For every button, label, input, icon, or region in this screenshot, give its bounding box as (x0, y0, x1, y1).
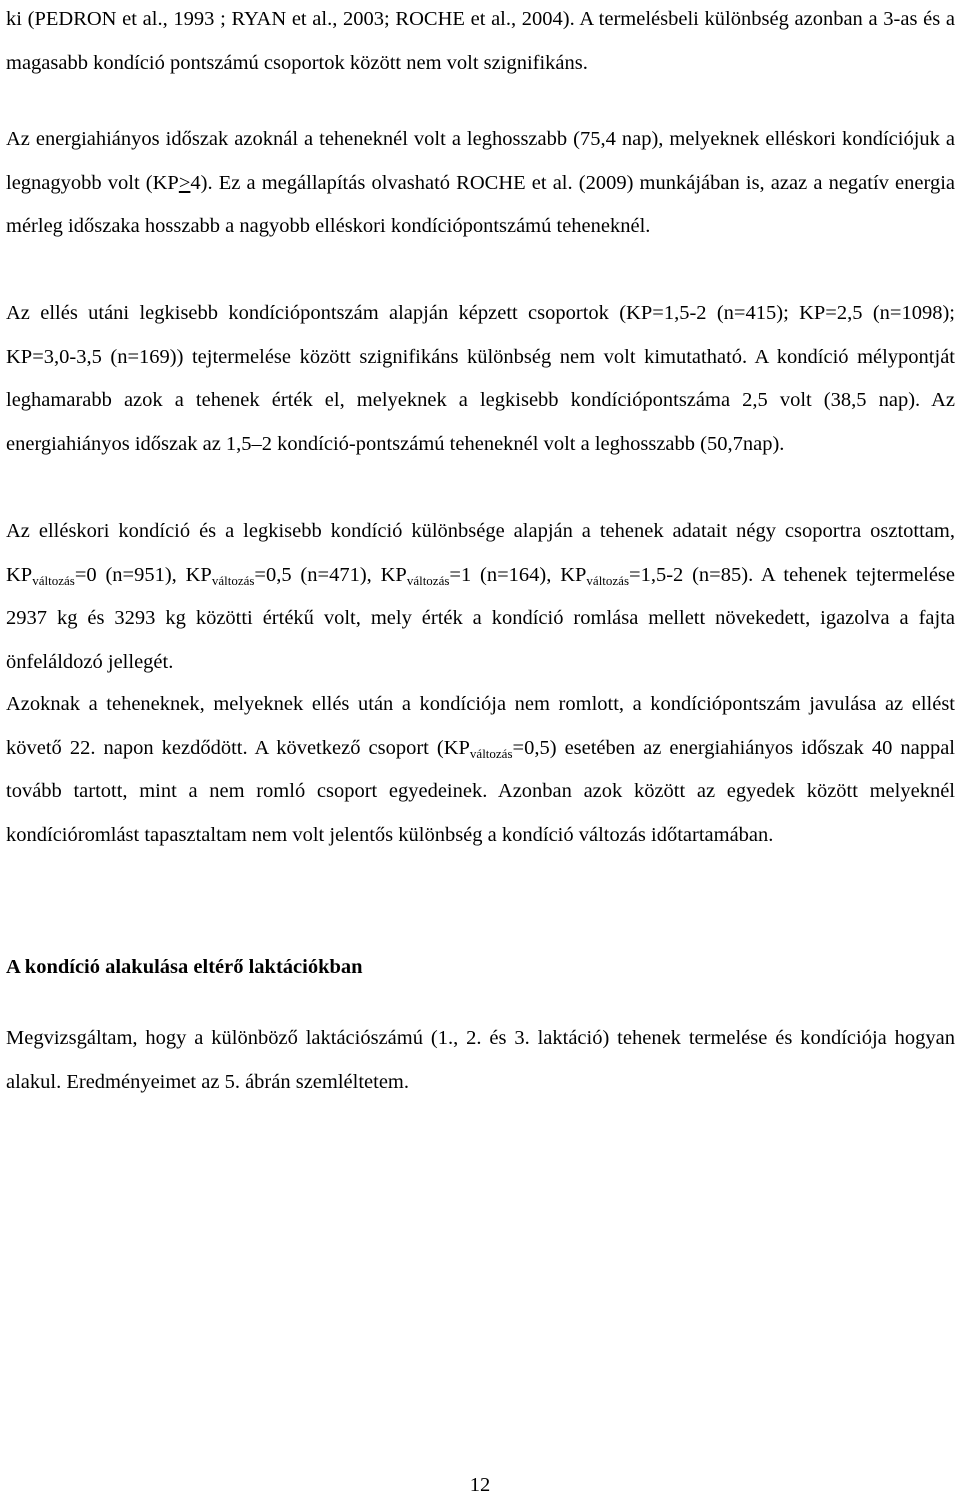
page-number: 12 (469, 1474, 491, 1496)
paragraph-3 (6, 292, 955, 466)
subscript-valtozas: változás (586, 572, 630, 588)
paragraph-4-text-e: =1,5-2 (n=85). A tehenek tejtermelése 2937 kg és 3293 kg közötti értékű volt, mely érték a kondíció romlása mellett növekedett, igazolva a fajta önfeláldozó jellegét. (6, 563, 955, 673)
paragraph-4-text-b: =0 (n=951), KP (74, 563, 212, 586)
paragraph-2-text-end: 4). Ez a megállapítás olvasható ROCHE et al. (2009) munkájában is, azaz a negatív energia mérleg időszaka hosszabb a nagyobb elléskori kondíciópontszámú teheneknél. (6, 171, 955, 237)
paragraph-1-text: ki (PEDRON et al., 1993 ; RYAN et al., 2003; ROCHE et al., 2004). A termelésbeli különbség azonban a 3-as és a magasabb kondíció pontszámú csoportok között nem volt szignifikáns. (6, 8, 955, 74)
paragraph-4-text-a: Az elléskori kondíció és a legkisebb kondíció különbsége alapján a tehenek adatait négy csoportra osztottam, KP (6, 520, 955, 586)
paragraph-5-text-b: =0,5) esetében az energiahiányos időszak 40 nappal tovább tartott, mint a nem romló csoport egyedeinek. Azonban azok között az egyedek között melyeknél kondícióromlást tapasztaltam nem volt jelentős különbség a kondíció változás időtartamában. (6, 736, 956, 846)
section-heading: A kondíció alakulása eltérő laktációkban (6, 956, 363, 978)
paragraph-3-text: Az ellés utáni legkisebb kondíciópontszám alapján képzett csoportok (KP=1,5-2 (n=415); KP=2,5 (n=1098); KP=3,0-3,5 (n=169)) tejtermelése között szignifikáns különbség nem volt kimutatható. A kondíció mélypontját leghamarabb azok a tehenek érték el, melyeknek a legkisebb kondíciópontszáma 2,5 volt (38,5 nap). Az energiahiányos időszak az 1,5–2 kondíció-pontszámú teheneknél volt a leghosszabb (50,7nap). (6, 302, 955, 455)
paragraph-4-text-c: =0,5 (n=471), KP (254, 563, 407, 586)
paragraph-2 (6, 118, 955, 249)
paragraph-4 (6, 510, 955, 684)
paragraph-5 (6, 683, 955, 857)
paragraph-5-text-a: Azoknak a teheneknek, melyeknek ellés után a kondíciója nem romlott, a kondíciópontszám javulása az ellést követő 22. napon kezdődött. A következő csoport (KP (6, 693, 955, 759)
subscript-valtozas: változás (406, 572, 450, 588)
paragraph-4-text-d: =1 (n=164), KP (449, 563, 587, 586)
greater-equal-sign: > (178, 171, 191, 194)
subscript-valtozas: változás (32, 572, 75, 588)
subscript-valtozas: változás (469, 745, 513, 761)
paragraph-2-text-start: Az energiahiányos időszak azoknál a teheneknél volt a leghosszabb (75,4 nap), melyeknek elléskori kondíciójuk a legnagyobb volt (KP (6, 128, 955, 194)
paragraph-1 (6, 0, 955, 85)
paragraph-6 (6, 1017, 955, 1104)
paragraph-6-text: Megvizsgáltam, hogy a különböző laktációszámú (1., 2. és 3. laktáció) tehenek termelése és kondíciója hogyan alakul. Eredményeimet az 5. ábrán szemléltetem. (6, 1027, 955, 1093)
subscript-valtozas: változás (211, 572, 255, 588)
